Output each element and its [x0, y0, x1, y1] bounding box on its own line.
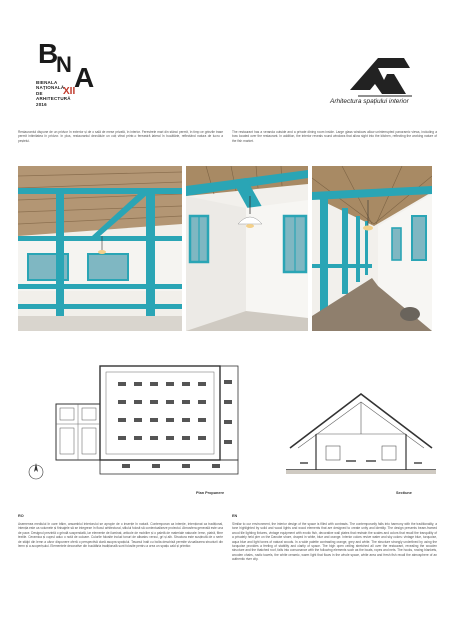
- logo-letter-n: N: [56, 52, 72, 77]
- category-icon: [348, 50, 418, 100]
- body-text-en: Similar to our environment, the interior design of the space is filled with contrasts. The contemporarily falls into harmony with the traditionality, a tone highlighted by solid and wood lights and wood elements that are designed to create unity and identity. The design presents beam-framed wood tile lighting fixtures, vintage equipment with exotic fish, decorative wall plates that restrain the scales and colors that recall the tranquility of a privately held pier on the Danube shore, draped in white, blue and orange. Interior colors revive water and sky colors: vintage blue, turquoise, aqua blue and light tones of natural woods. In a wide palette contrasting orange, grey and white. The structure strongly underlined by using the turquoise provides a feeling of stability and clarity of space. The high open ceiling stretched all over the restaurant, revealing the wooden structure and the thatched roof, falls into consonance with the following elements such as the boats, ropes and nets. The hooks, rowing blankets, wooden chairs, rustic towels, the white ceramic, warm light that flows in the whole space, white area and fresh fish recall the atmosphere of an authentic river city.: [232, 522, 437, 562]
- section-label: Sectiune: [396, 491, 412, 495]
- logo-letter-a: A: [74, 62, 95, 93]
- category-title: Arhitectura spațiului interior: [330, 98, 409, 105]
- biennale-line-4: ARHITECTURĂ: [36, 96, 71, 102]
- section-drawing: [286, 390, 436, 480]
- biennale-line-2: NAȚIONALĂ: [36, 85, 65, 91]
- ro-heading: RO: [18, 514, 24, 518]
- body-text-ro: Asemenea mediului în care trăim, ansamblul interiorului se apropie de o inserție în natură. Contemporan ca intenție, intenționat ca tradițional, intenția este ca volumele și finisajele să se integreze în fluxul arhitectural, stilului folosit să contextualizeze proiectul. Atmosfera generală este una de pace. Designul prezintă o grindă suspendată, iar elemente de iluminat, articole de mobilier și o paletă de materiale naturale: lemn, piatră, fibre textile. Ceramica și cuprul aduc o notă de culoare. Culorile folosite includ tonuri de albastru verzui, gri și alb. Structura este susținută de o serie de stâlpi din lemn a căror dispunere oferă o perspectivă clară asupra spațiului. Tavanul înalt cu bolta deschisă permite vizualizarea structurii din lemn și a acoperișului. Elementele decorative din bucătăria tradițională sunt folosite pentru a crea un spațiu cald și primitor.: [18, 522, 223, 549]
- photo-corridor: [312, 166, 432, 331]
- biennale-line-3: DE: [36, 90, 43, 96]
- intro-text-ro: Restaurantul dispune de un pridvor în exterior și de o sală de mese privată, în interior. Ferestrele mari din stânci permit, în timp ce grinzile trase permit intimitatea în pridvor. In plus, restaurantul dezvăluie un colț vitrat printr-o fereastră lateral în bucătărie, reflectând natura de lucru a peștelui.: [18, 130, 223, 143]
- photo-veranda: [18, 166, 182, 331]
- biennale-line-1: BIENALA: [36, 80, 58, 85]
- en-heading: EN: [232, 514, 238, 518]
- intro-text-en: The restaurant has a veranda outside and a private dining room inside. Large glass windows allow uninterrupted panoramic views, including a bow located over the restaurant. In addition, the interior reveals round windows that allow sight into the kitchen, reflecting the working nature of the fish market.: [232, 130, 437, 143]
- logo-letter-b: B: [38, 38, 59, 69]
- photo-corner-interior: [186, 166, 308, 331]
- edition-number: XII: [63, 86, 76, 97]
- biennale-line-5: 2016: [36, 101, 47, 107]
- plan-label: Plan Propunere: [196, 491, 225, 495]
- floor-plan-drawing: [22, 360, 248, 488]
